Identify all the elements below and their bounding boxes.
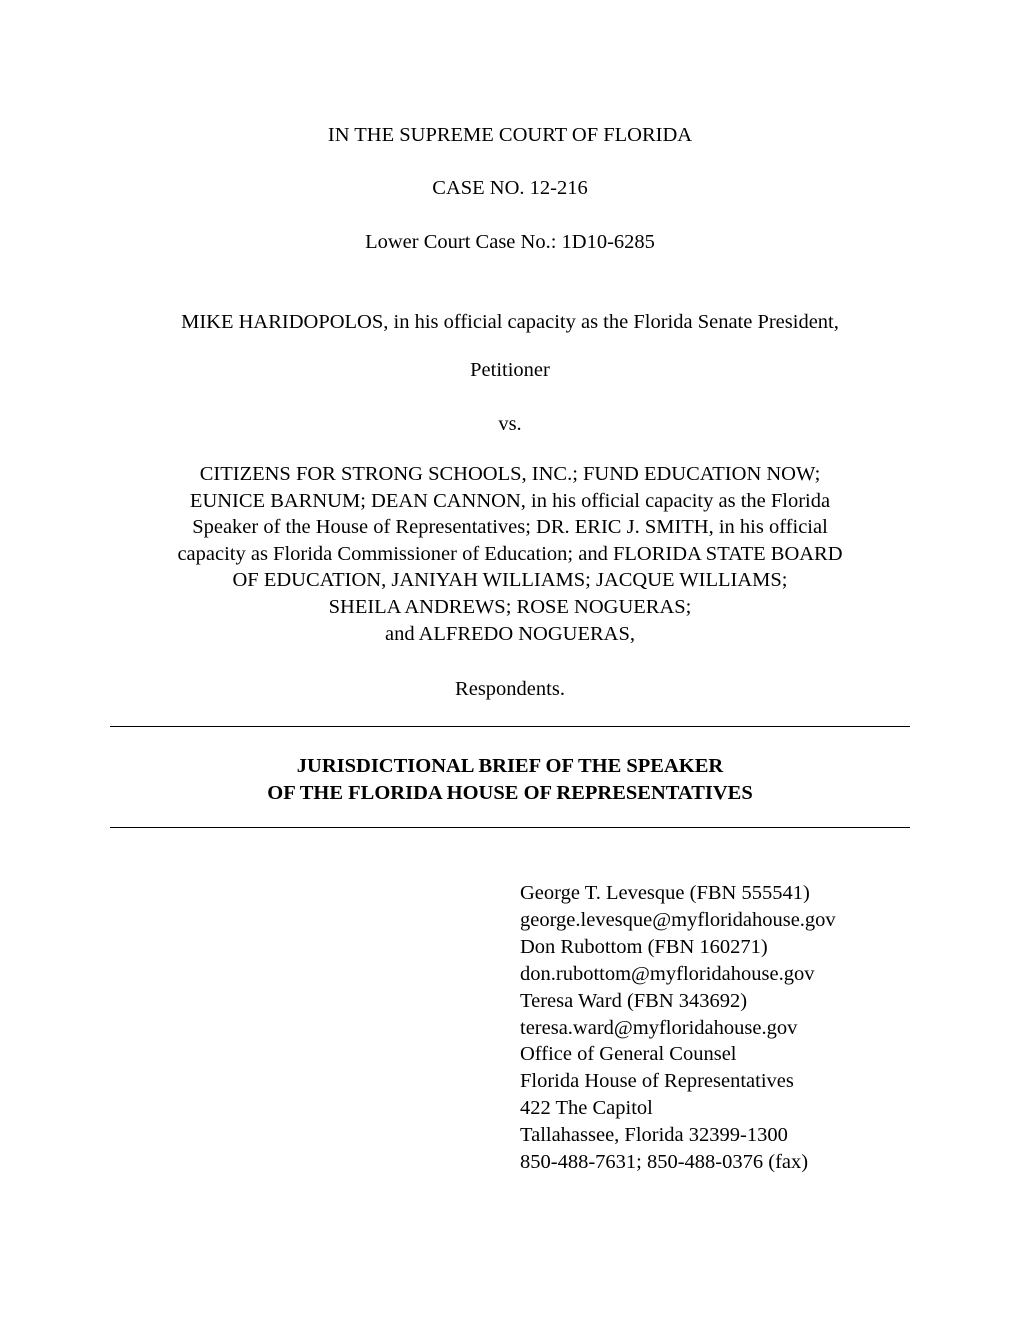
counsel-line: George T. Levesque (FBN 555541) bbox=[520, 882, 810, 904]
counsel-line: Teresa Ward (FBN 343692) bbox=[520, 989, 748, 1012]
respondent-line: capacity as Florida Commissioner of Education; and FLORIDA STATE BOARD bbox=[177, 542, 843, 565]
respondents-block bbox=[0, 461, 1020, 647]
versus-block bbox=[0, 411, 1020, 438]
brief-title-line: OF THE FLORIDA HOUSE OF REPRESENTATIVES bbox=[267, 781, 753, 804]
respondents-label-block bbox=[0, 676, 1020, 703]
petitioner-label: Petitioner bbox=[470, 359, 550, 381]
respondent-line: Speaker of the House of Representatives; DR. ERIC J. SMITH, in his official bbox=[192, 516, 828, 539]
counsel-line: Don Rubottom (FBN 160271) bbox=[520, 935, 768, 958]
respondent-line: SHEILA ANDREWS; ROSE NOGUERAS; bbox=[328, 595, 692, 618]
brief-title-line: JURISDICTIONAL BRIEF OF THE SPEAKER bbox=[296, 755, 724, 777]
respondent-line: OF EDUCATION, JANIYAH WILLIAMS; JACQUE WILLIAMS; bbox=[232, 569, 788, 592]
counsel-email: don.rubottom@myfloridahouse.gov bbox=[520, 962, 815, 985]
counsel-organization: Florida House of Representatives bbox=[520, 1070, 794, 1093]
counsel-office: Office of General Counsel bbox=[520, 1043, 737, 1066]
court-heading bbox=[0, 122, 1020, 149]
divider-top bbox=[110, 726, 910, 727]
court-name: IN THE SUPREME COURT OF FLORIDA bbox=[327, 124, 693, 146]
respondent-line: EUNICE BARNUM; DEAN CANNON, in his official capacity as the Florida bbox=[189, 489, 831, 512]
counsel-block bbox=[520, 880, 836, 1176]
counsel-email: george.levesque@myfloridahouse.gov bbox=[520, 908, 836, 931]
versus-text: vs. bbox=[498, 413, 522, 435]
lower-court-case-number: Lower Court Case No.: 1D10-6285 bbox=[365, 231, 655, 253]
brief-title bbox=[0, 753, 1020, 806]
case-number-block bbox=[0, 175, 1020, 202]
case-number: CASE NO. 12-216 bbox=[432, 177, 588, 199]
divider-bottom bbox=[110, 827, 910, 828]
petitioner-name: MIKE HARIDOPOLOS, in his official capacity as the Florida Senate President, bbox=[181, 311, 839, 333]
respondent-line: CITIZENS FOR STRONG SCHOOLS, INC.; FUND EDUCATION NOW; bbox=[199, 463, 821, 485]
respondent-line: and ALFREDO NOGUERAS, bbox=[385, 622, 635, 645]
petitioner-label-block bbox=[0, 357, 1020, 384]
counsel-email: teresa.ward@myfloridahouse.gov bbox=[520, 1016, 798, 1039]
counsel-address: 422 The Capitol bbox=[520, 1097, 653, 1120]
petitioner-block bbox=[0, 309, 1020, 336]
respondents-label: Respondents. bbox=[455, 678, 565, 700]
lower-court-block bbox=[0, 229, 1020, 256]
counsel-phone: 850-488-7631; 850-488-0376 (fax) bbox=[520, 1151, 809, 1174]
counsel-city: Tallahassee, Florida 32399-1300 bbox=[520, 1124, 788, 1147]
